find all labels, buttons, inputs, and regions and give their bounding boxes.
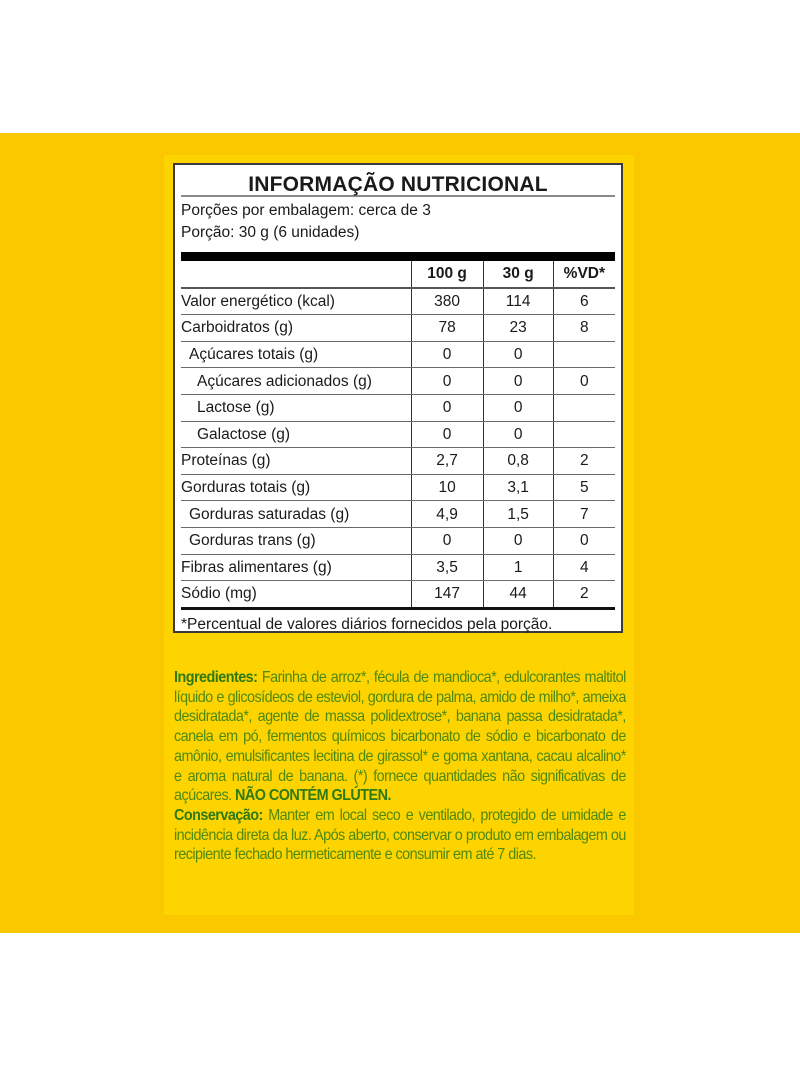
nutrition-facts-table [173,163,623,633]
value-100g: 2,7 [411,448,483,475]
value-100g: 4,9 [411,501,483,528]
value-100g: 0 [411,421,483,448]
nutrient-label: Açúcares totais (g) [181,341,411,368]
value-30g: 0 [483,368,553,395]
nutrient-label: Carboidratos (g) [181,315,411,342]
value-100g: 380 [411,288,483,315]
ingredients-paragraph [174,668,626,806]
table-header-row [181,261,615,288]
value-vd: 2 [553,448,615,475]
nutrient-label: Valor energético (kcal) [181,288,411,315]
table-row [181,421,615,448]
value-vd: 6 [553,288,615,315]
value-30g: 0 [483,394,553,421]
value-30g: 1 [483,554,553,581]
nutrient-label: Proteínas (g) [181,448,411,475]
nutrient-label: Lactose (g) [181,394,411,421]
header-per-30g: 30 g [483,261,553,288]
storage-paragraph [174,806,626,865]
table-row [181,527,615,554]
value-vd [553,394,615,421]
nutrient-table [181,261,615,610]
nutrient-label: Sódio (mg) [181,581,411,609]
value-30g: 0 [483,421,553,448]
nutrient-label: Gorduras trans (g) [181,527,411,554]
header-per-100g: 100 g [411,261,483,288]
value-30g: 0 [483,527,553,554]
serving-info [181,197,615,244]
table-row [181,581,615,609]
value-vd: 4 [553,554,615,581]
value-30g: 3,1 [483,474,553,501]
daily-value-footnote: *Percentual de valores diários fornecidos pela porção. [181,615,553,633]
value-vd: 0 [553,527,615,554]
table-row [181,341,615,368]
value-vd: 5 [553,474,615,501]
ingredients-heading: Ingredientes: [174,669,258,686]
value-30g: 1,5 [483,501,553,528]
nutrient-label: Açúcares adicionados (g) [181,368,411,395]
nutrient-label: Galactose (g) [181,421,411,448]
table-row [181,448,615,475]
value-30g: 44 [483,581,553,609]
value-vd [553,341,615,368]
value-vd [553,421,615,448]
value-30g: 0,8 [483,448,553,475]
header-daily-value: %VD* [553,261,615,288]
table-row [181,474,615,501]
nutrition-title: INFORMAÇÃO NUTRICIONAL [181,165,615,197]
nutrient-label: Gorduras totais (g) [181,474,411,501]
table-row [181,368,615,395]
value-vd: 8 [553,315,615,342]
value-vd: 0 [553,368,615,395]
table-row [181,394,615,421]
ingredients-text: Farinha de arroz*, fécula de mandioca*, edulcorantes maltitol líquido e glicosídeos de esteviol, gordura de palma, amido de milho*, ameixa desidratada*, agente de massa polidextrose*, banana passa desidratada*, canela em pó, fermentos químicos bicarbonato de sódio e bicarbonato de amônio, emulsificantes lecitina de girassol* e goma xantana, cacau alcalino* e aroma natural de banana. (*) fornece quantidades não significativas de açúcares. [174,669,626,805]
value-100g: 147 [411,581,483,609]
value-100g: 0 [411,394,483,421]
table-row [181,554,615,581]
value-vd: 2 [553,581,615,609]
value-vd: 7 [553,501,615,528]
value-100g: 78 [411,315,483,342]
table-row [181,315,615,342]
header-nutrient [181,261,411,288]
value-100g: 3,5 [411,554,483,581]
nutrient-label: Gorduras saturadas (g) [181,501,411,528]
storage-text: Manter em local seco e ventilado, protegido de umidade e incidência direta da luz. Após aberto, conservar o produto em embalagem ou recipiente fechado hermeticamente e consumir em até 7 dias. [174,806,626,864]
value-30g: 0 [483,341,553,368]
value-30g: 114 [483,288,553,315]
ingredients-block [174,668,626,865]
serving-size: Porção: 30 g (6 unidades) [181,224,360,241]
nutrient-label: Fibras alimentares (g) [181,554,411,581]
value-100g: 10 [411,474,483,501]
value-30g: 23 [483,315,553,342]
table-row [181,501,615,528]
storage-heading: Conservação: [174,806,263,824]
gluten-warning: NÃO CONTÉM GLÚTEN. [235,787,391,805]
value-100g: 0 [411,368,483,395]
value-100g: 0 [411,341,483,368]
value-100g: 0 [411,527,483,554]
table-row [181,288,615,315]
thick-divider [181,252,615,261]
servings-per-package: Porções por embalagem: cerca de 3 [181,202,431,219]
